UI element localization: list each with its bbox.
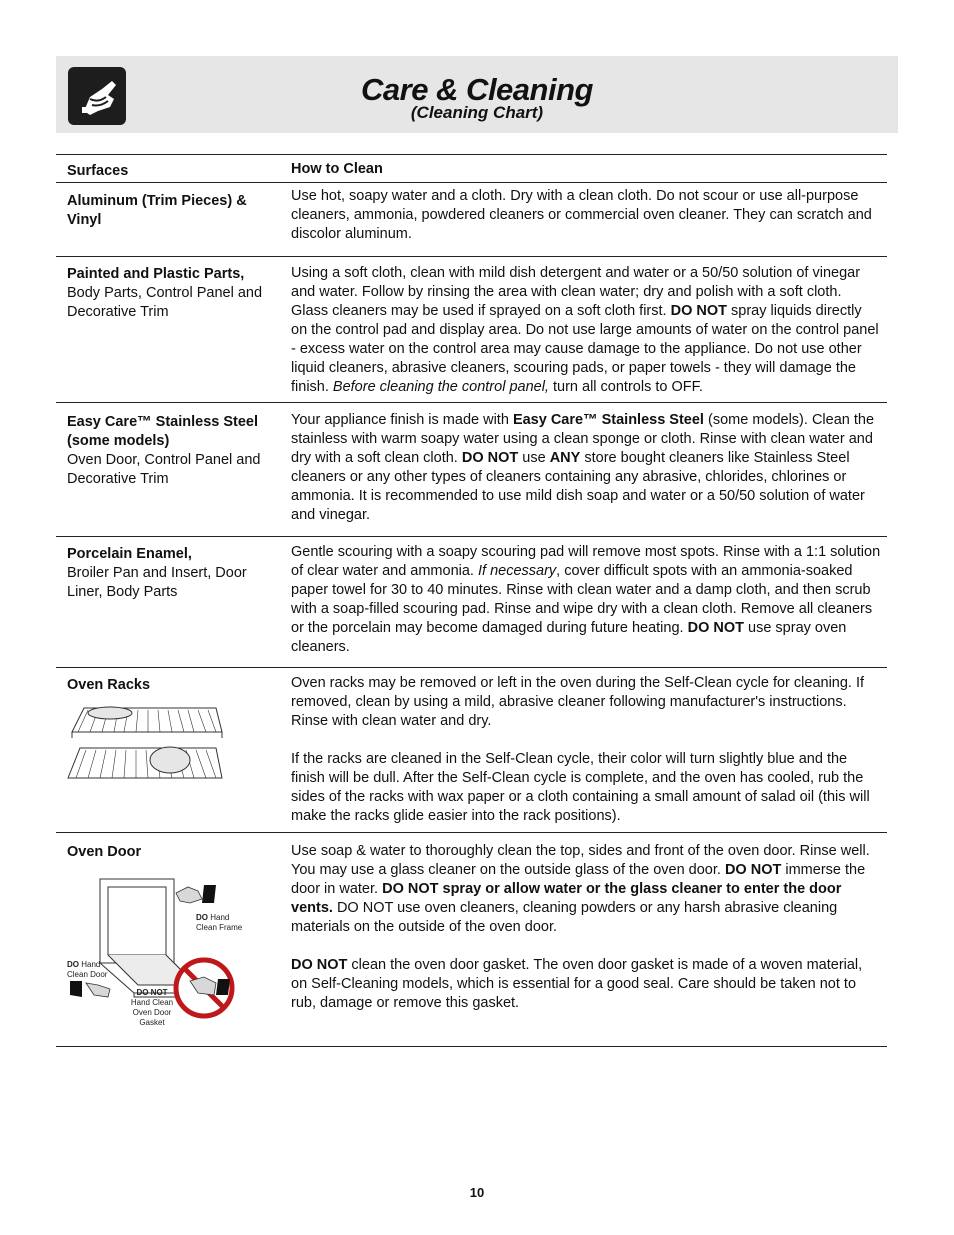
table-row-oven-door bbox=[56, 833, 887, 1047]
table-row-painted-plastic bbox=[56, 257, 887, 403]
text-run: , cover difficult spots with an ammonia-soaked paper towel for 30 to 40 minutes. Rinse with clean water and a damp cloth, and then scrub with a soap-filled scouring pad. Rinse and wipe dry with a clean cloth. Remove all cleaners or the porcelain may become damaged during future heating. bbox=[291, 563, 873, 636]
page-subtitle: (Cleaning Chart) bbox=[410, 103, 544, 122]
bold-text: Easy Care™ Stainless Steel bbox=[512, 412, 704, 428]
surface-label: Aluminum (Trim Pieces) & Vinyl bbox=[67, 193, 247, 228]
text-run: immerse the door in water. bbox=[291, 862, 866, 897]
text-run: store bought cleaners like Stainless Steel cleaners or any other types of cleaners containing any abrasive, chlorides, chlorines or ammonia. It is recommended to use mild dish soap and water or a 50/50 solution of water and vinegar. bbox=[291, 450, 865, 523]
how-to-clean-text bbox=[291, 537, 881, 657]
surface-label: Oven Racks bbox=[67, 677, 151, 693]
surface-cell bbox=[67, 413, 279, 489]
text-run: clean the oven door gasket. The oven door gasket is made of a woven material, on Self-Cleaning models, which is essential for a good seal. Care should be taken not to rub, damage or remove this gasket. bbox=[291, 957, 863, 1011]
oven-racks-illustration bbox=[66, 702, 224, 787]
text-run: Gentle scouring with a soapy scouring pad will remove most spots. Rinse with a 1:1 solution of clear water and ammonia. bbox=[291, 544, 881, 579]
warning-text: DO NOT spray or allow water or the glass cleaner to enter the door vents. bbox=[291, 881, 842, 916]
paragraph: Oven racks may be removed or left in the oven during the Self-Clean cycle for cleaning. If removed, clean by using a mild, abrasive cleaner following manufacturer's instructions. Rinse with clean water and dry. bbox=[291, 675, 865, 729]
surface-cell bbox=[67, 545, 279, 602]
warning-text: DO NOT bbox=[687, 620, 744, 636]
text-run: (some models). Clean the stainless with warm soapy water using a clean sponge or cloth. Rinse with clean water and dry with a soft clean cloth. bbox=[291, 412, 875, 466]
text-run: spray liquids directly on the control pad and display area. Do not use large amounts of water on the control panel - excess water on the control area may cause damage to the appliance. Do not use other liquid cleaners, abrasive cleaners, scouring pads, or paper towels - they will damage the finish. bbox=[291, 303, 879, 395]
surface-label: Oven Door bbox=[67, 844, 142, 860]
warning-text: DO NOT bbox=[724, 862, 782, 878]
text-run: Your appliance finish is made with bbox=[291, 412, 509, 428]
surface-label: Easy Care™ Stainless Steel (some models) bbox=[67, 414, 259, 449]
paragraph bbox=[291, 956, 881, 1013]
surface-cell bbox=[67, 265, 279, 322]
warning-text: DO NOT bbox=[291, 957, 348, 973]
page-header bbox=[56, 56, 898, 133]
door-label-door: DO Hand Clean Door bbox=[67, 960, 108, 979]
bold-text: ANY bbox=[549, 450, 581, 466]
table-row-aluminum bbox=[56, 183, 887, 257]
paragraph: If the racks are cleaned in the Self-Clean cycle, their color will turn slightly blue and the finish will be dull. After the Self-Clean cycle is complete, and the oven has cooled, rub the sides of the racks with wax paper or a cloth containing a small amount of salad oil (this will make the racks glide easier into the rack positions). bbox=[291, 751, 870, 824]
how-to-clean-text bbox=[291, 668, 881, 826]
warning-text: DO NOT bbox=[461, 450, 519, 466]
surface-label: Porcelain Enamel, bbox=[67, 546, 192, 562]
surface-label: Painted and Plastic Parts, bbox=[67, 266, 245, 282]
surface-detail: Oven Door, Control Panel and Decorative Trim bbox=[67, 452, 261, 487]
column-header-how-to-clean: How to Clean bbox=[291, 161, 383, 177]
page-number: 10 bbox=[469, 1185, 485, 1200]
table-row-stainless-steel bbox=[56, 403, 887, 537]
table-header-row bbox=[56, 155, 887, 183]
paragraph bbox=[291, 842, 881, 937]
how-to-clean-text: Use hot, soapy water and a cloth. Dry with a clean cloth. Do not scour or use all-purpose cleaners, ammonia, powdered cleaners or commercial oven cleaner. They can scratch and discolor aluminum. bbox=[291, 188, 872, 242]
how-to-clean-text bbox=[291, 833, 881, 1013]
text-run: Using a soft cloth, clean with mild dish detergent and water or a 50/50 solution of vinegar and water. Follow by rinsing the area with clean water; dry and polish with a soft cloth. Glass cleaners may be used if sprayed on a soft cloth first. bbox=[291, 265, 861, 319]
surface-detail: Broiler Pan and Insert, Door Liner, Body Parts bbox=[67, 565, 247, 600]
warning-text: DO NOT bbox=[670, 303, 727, 319]
text-run: Use soap & water to thoroughly clean the top, sides and front of the oven door. Rinse well. You may use a glass cleaner on the outside glass of the oven door. bbox=[291, 843, 870, 878]
door-label-frame: DO Hand Clean Frame bbox=[196, 913, 243, 932]
text-run: DO NOT use oven cleaners, cleaning powders or any harsh abrasive cleaning materials on the outside of the oven door. bbox=[291, 900, 838, 935]
cleaning-chart-table bbox=[56, 154, 887, 1047]
page-title: Care & Cleaning bbox=[361, 72, 593, 107]
how-to-clean-text bbox=[291, 403, 881, 525]
text-run: use bbox=[522, 450, 546, 466]
column-header-surfaces: Surfaces bbox=[67, 163, 129, 179]
oven-door-illustration bbox=[64, 863, 244, 1033]
table-row-oven-racks bbox=[56, 668, 887, 833]
how-to-clean-text bbox=[291, 257, 881, 397]
surface-detail: Body Parts, Control Panel and Decorative Trim bbox=[67, 285, 263, 320]
emphasis-text: If necessary bbox=[477, 563, 557, 579]
text-run: use spray oven cleaners. bbox=[291, 620, 847, 655]
door-label-gasket: DO NOT Hand Clean Oven Door Gasket bbox=[130, 988, 174, 1027]
emphasis-text: Before cleaning the control panel, bbox=[332, 379, 549, 395]
text-run: turn all controls to OFF. bbox=[553, 379, 703, 395]
table-row-porcelain-enamel bbox=[56, 537, 887, 668]
